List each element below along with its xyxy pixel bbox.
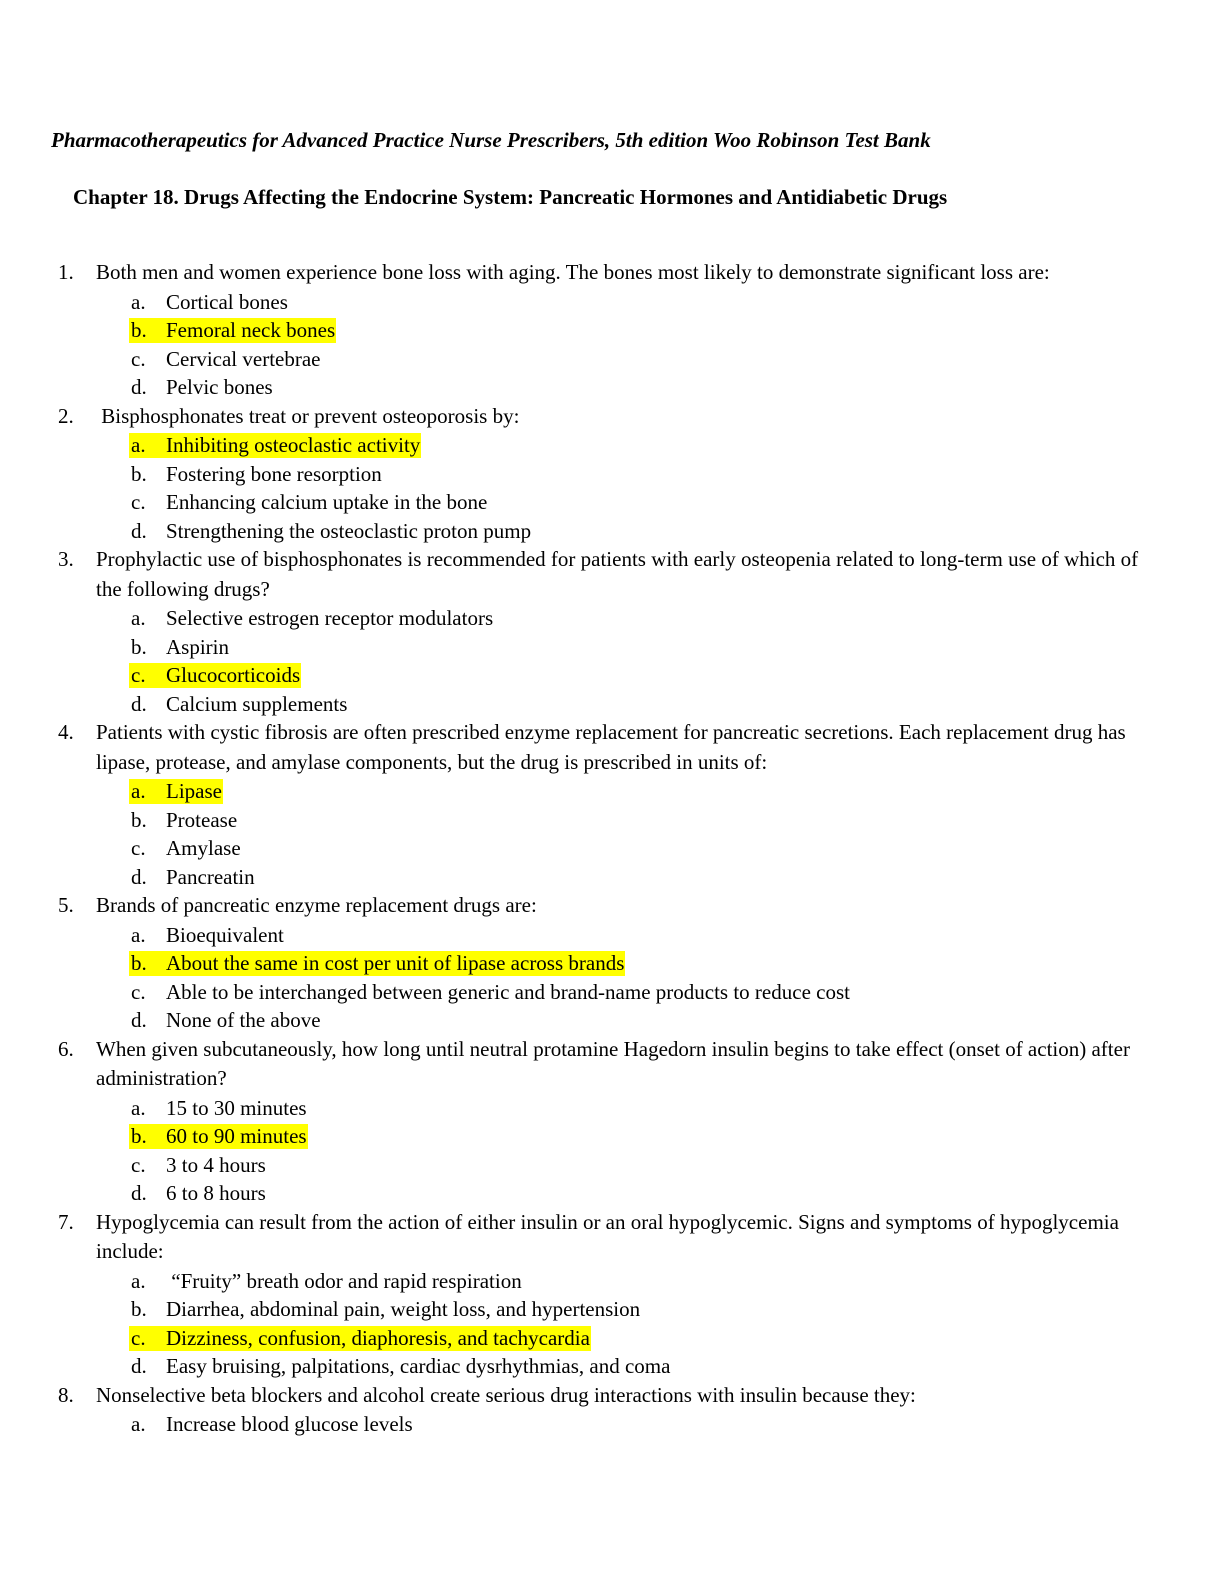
option-text: About the same in cost per unit of lipase across brands: [166, 951, 625, 975]
question-number: 7.: [58, 1209, 74, 1234]
option-text: Strengthening the osteoclastic proton pump: [166, 518, 532, 543]
question-number: 8.: [58, 1382, 74, 1407]
answer-option: [0, 921, 1224, 950]
option-text: Selective estrogen receptor modulators: [166, 606, 494, 630]
answer-option: [0, 288, 1224, 317]
question-item: [0, 545, 1224, 718]
question-item: [0, 258, 1224, 402]
question-number: 2.: [58, 403, 74, 428]
option-text: 6 to 8 hours: [166, 1181, 266, 1205]
option-text: “Fruity” breath odor and rapid respiration: [166, 1268, 522, 1293]
question-text: Bisphosphonates treat or prevent osteoporosis by:: [96, 403, 520, 428]
option-text: Enhancing calcium uptake in the bone: [166, 490, 488, 514]
option-letter: a.: [131, 1412, 146, 1436]
question-item: [0, 891, 1224, 1035]
option-letter: b.: [131, 951, 147, 975]
option-text: Cervical vertebrae: [166, 346, 321, 371]
question-number: 3.: [58, 547, 74, 571]
option-text: Femoral neck bones: [166, 318, 336, 342]
answer-option-highlighted: [0, 316, 1224, 345]
option-text: None of the above: [166, 1008, 321, 1032]
option-letter: a.: [131, 433, 146, 457]
question-item: [0, 1381, 1224, 1439]
option-text: Increase blood glucose levels: [166, 1412, 413, 1436]
answer-option-highlighted: [0, 949, 1224, 978]
answer-option-highlighted: [0, 661, 1224, 690]
question-item: [0, 402, 1224, 546]
answer-options: [0, 288, 1224, 402]
option-letter: b.: [131, 807, 147, 832]
answer-option: [0, 1179, 1224, 1208]
option-letter: a.: [131, 289, 146, 314]
answer-option: [0, 633, 1224, 662]
question-stem: [0, 402, 1146, 432]
option-text: Cortical bones: [166, 289, 288, 314]
option-letter: c.: [131, 346, 146, 371]
option-text: Bioequivalent: [166, 922, 284, 947]
option-letter: d.: [131, 1008, 147, 1032]
option-letter: c.: [131, 490, 146, 514]
question-number: 6.: [58, 1036, 74, 1061]
option-text: 15 to 30 minutes: [166, 1095, 307, 1120]
answer-option-highlighted: [0, 1122, 1224, 1151]
question-stem: [0, 891, 1146, 921]
option-letter: b.: [131, 461, 147, 486]
answer-option: [0, 863, 1224, 892]
option-letter: b.: [131, 1124, 147, 1148]
question-list: [0, 258, 1224, 1439]
question-number: 4.: [58, 720, 74, 744]
answer-option: [0, 604, 1224, 633]
option-letter: a.: [131, 1268, 146, 1293]
option-text: Fostering bone resorption: [166, 461, 382, 486]
option-text: Able to be interchanged between generic and brand-name products to reduce cost: [166, 979, 850, 1004]
option-letter: d.: [131, 518, 147, 543]
question-number: 1.: [58, 260, 74, 284]
answer-option: [0, 690, 1224, 719]
question-item: [0, 1035, 1224, 1208]
option-letter: a.: [131, 606, 146, 630]
option-letter: d.: [131, 864, 147, 889]
question-text: Patients with cystic fibrosis are often prescribed enzyme replacement for pancreatic secretions. Each replacement drug has lipase, protease, and amylase components, but the drug is prescribed in units of:: [96, 720, 1131, 774]
answer-option: [0, 345, 1224, 374]
option-text: Protease: [166, 807, 238, 832]
answer-option: [0, 1006, 1224, 1035]
answer-option: [0, 834, 1224, 863]
answer-options: [0, 1410, 1224, 1439]
option-letter: d.: [131, 691, 147, 716]
option-letter: c.: [131, 663, 146, 687]
option-text: 3 to 4 hours: [166, 1152, 266, 1177]
answer-option-highlighted: [0, 777, 1224, 806]
answer-option-highlighted: [0, 431, 1224, 460]
answer-option: [0, 1295, 1224, 1324]
question-stem: [0, 718, 1146, 777]
answer-option: [0, 978, 1224, 1007]
answer-option: [0, 1352, 1224, 1381]
option-letter: c.: [131, 1152, 146, 1177]
option-text: Calcium supplements: [166, 691, 348, 716]
option-text: Dizziness, confusion, diaphoresis, and tachycardia: [166, 1325, 590, 1350]
question-item: [0, 718, 1224, 891]
answer-option: [0, 1410, 1224, 1439]
question-text: Prophylactic use of bisphosphonates is recommended for patients with early osteopenia related to long-term use of which of the following drugs?: [96, 547, 1144, 601]
option-text: Easy bruising, palpitations, cardiac dysrhythmias, and coma: [166, 1354, 671, 1378]
option-letter: d.: [131, 1354, 147, 1378]
option-text: Aspirin: [166, 634, 229, 659]
option-text: Pelvic bones: [166, 375, 273, 399]
option-letter: b.: [131, 634, 147, 659]
answer-options: [0, 921, 1224, 1035]
question-number: 5.: [58, 893, 74, 917]
document-title: Pharmacotherapeutics for Advanced Practice Nurse Prescribers, 5th edition Woo Robinson Test Bank: [51, 128, 931, 152]
option-text: Amylase: [166, 836, 241, 860]
answer-option: [0, 1094, 1224, 1123]
answer-option: [0, 1151, 1224, 1180]
question-stem: [0, 1035, 1146, 1094]
option-text: Pancreatin: [166, 864, 255, 889]
question-text: Nonselective beta blockers and alcohol create serious drug interactions with insulin because they:: [96, 1382, 916, 1407]
question-stem: [0, 545, 1146, 604]
answer-option: [0, 460, 1224, 489]
answer-option: [0, 806, 1224, 835]
question-text: Hypoglycemia can result from the action of either insulin or an oral hypoglycemic. Signs and symptoms of hypoglycemia include:: [96, 1209, 1125, 1263]
answer-options: [0, 1094, 1224, 1208]
option-text: Lipase: [166, 779, 222, 803]
option-text: Inhibiting osteoclastic activity: [166, 433, 421, 457]
question-text: Both men and women experience bone loss with aging. The bones most likely to demonstrate significant loss are:: [96, 260, 1050, 284]
option-letter: a.: [131, 1095, 146, 1120]
answer-option: [0, 517, 1224, 546]
question-stem: [0, 1208, 1146, 1267]
answer-options: [0, 431, 1224, 545]
option-letter: d.: [131, 375, 147, 399]
option-text: Glucocorticoids: [166, 663, 301, 687]
option-letter: d.: [131, 1181, 147, 1205]
option-letter: a.: [131, 922, 146, 947]
option-letter: c.: [131, 1325, 146, 1350]
answer-option: [0, 488, 1224, 517]
answer-options: [0, 604, 1224, 718]
option-letter: b.: [131, 318, 147, 342]
question-stem: [0, 1381, 1146, 1411]
option-letter: a.: [131, 779, 146, 803]
option-letter: c.: [131, 979, 146, 1004]
question-item: [0, 1208, 1224, 1381]
option-text: Diarrhea, abdominal pain, weight loss, and hypertension: [166, 1297, 641, 1321]
answer-options: [0, 1267, 1224, 1381]
question-text: When given subcutaneously, how long until neutral protamine Hagedorn insulin begins to take effect (onset of action) after administration?: [96, 1036, 1136, 1090]
option-letter: b.: [131, 1297, 147, 1321]
answer-option-highlighted: [0, 1324, 1224, 1353]
answer-option: [0, 373, 1224, 402]
option-text: 60 to 90 minutes: [166, 1124, 307, 1148]
answer-options: [0, 777, 1224, 891]
question-stem: [0, 258, 1146, 288]
question-text: Brands of pancreatic enzyme replacement drugs are:: [96, 893, 537, 917]
answer-option: [0, 1267, 1224, 1296]
chapter-title: Chapter 18. Drugs Affecting the Endocrine System: Pancreatic Hormones and Antidiabetic Drugs: [73, 185, 948, 209]
option-letter: c.: [131, 836, 146, 860]
